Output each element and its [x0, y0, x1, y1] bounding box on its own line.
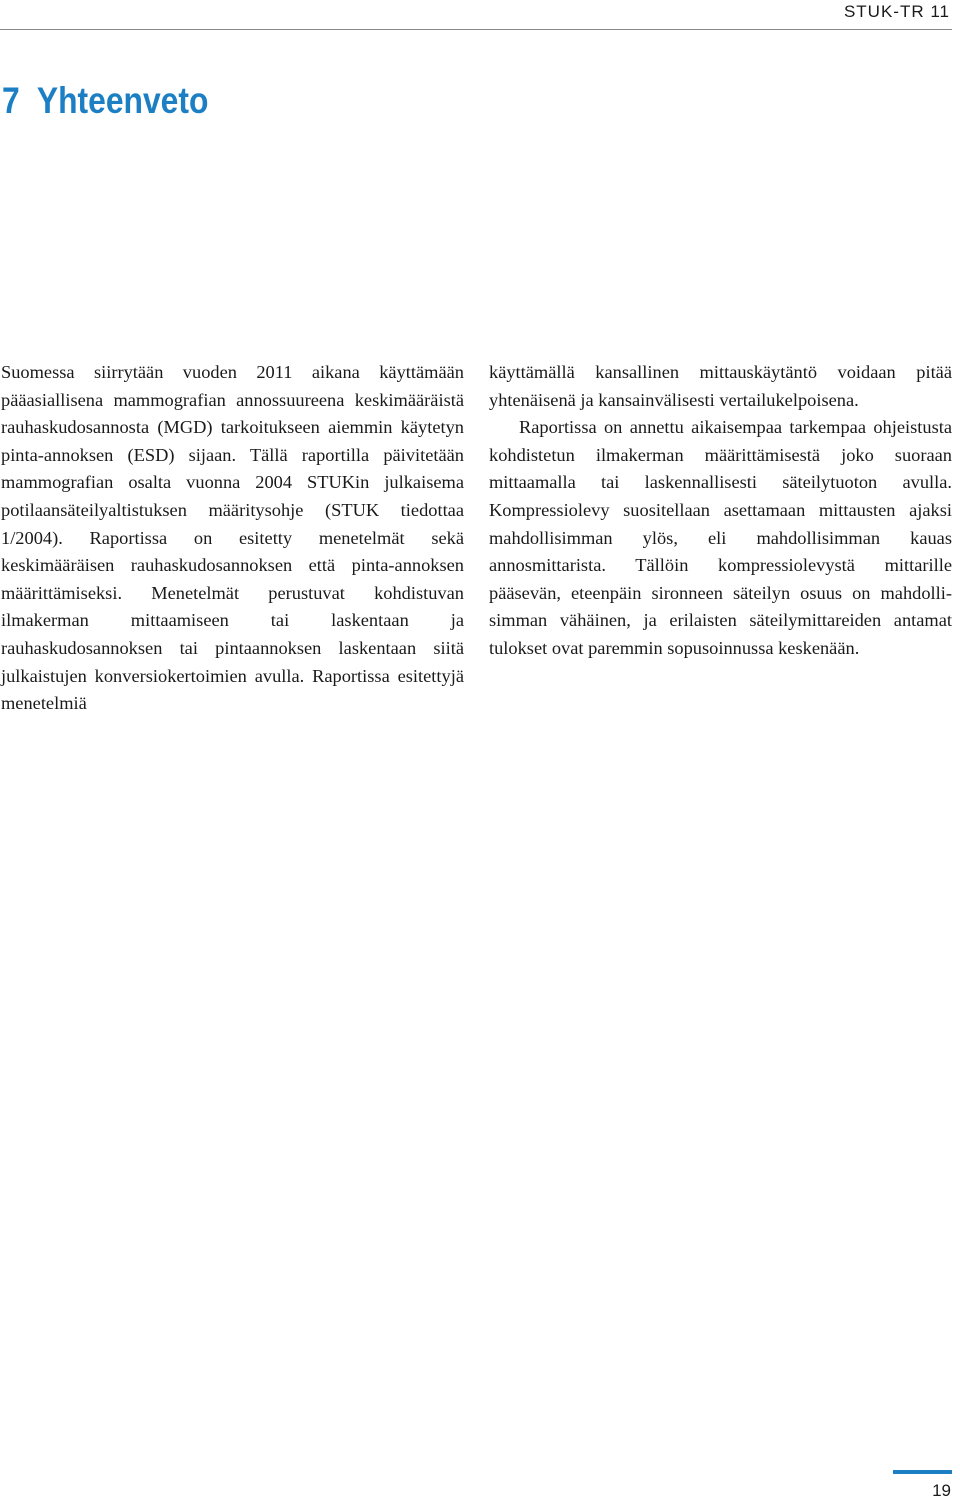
chapter-heading: [2, 80, 208, 122]
header-rule: [0, 29, 952, 30]
paragraph-summary-1: Suomessa siirrytään vuoden 2011 aikana käyttämään pääasiallisena mammografian annossuureena keskimääräistä rauhaskudosannosta (MGD) tarkoitukseen aiemmin käytetyn pinta-annoksen (ESD) sijaan. Tällä raportilla päivitetään mammografian osalta vuonna 2004 STUKin julkaisema potilaansäteilyaltistuksen määritysohje (STUK tiedottaa 1/2004). Raportissa on esitetty menetelmät sekä keskimääräisen rauhaskudosannoksen että pinta-annoksen määrittämiseksi. Menetelmät perustuvat kohdistuvan ilmakerman mittaamiseen tai laskentaan ja rauhaskudosannoksen tai pintaannoksen laskentaan siitä julkaistujen konversiokertoimien avulla. Raportissa esitettyjä menetelmiä: [1, 362, 464, 714]
running-header: STUK-TR 11: [843, 2, 950, 21]
body-column-left: [1, 359, 464, 718]
chapter-title: Yhteenveto: [36, 80, 209, 121]
page-number: 19: [932, 1481, 951, 1500]
body-column-right: [489, 359, 952, 663]
chapter-number: 7: [2, 80, 20, 121]
footer-accent-bar: [893, 1470, 952, 1474]
paragraph-summary-1-continued: käyttämällä kansallinen mittauskäytäntö voidaan pitää yhtenäisenä ja kansainvälisesti vertailukelpoisena.: [489, 362, 952, 410]
paragraph-summary-2: Raportissa on annettu aikaisempaa tarkempaa ohjeistusta kohdistetun ilmakerman määrittämisestä joko suoraan mittaamalla tai laskennallisesti säteilytuoton avulla. Kompressiolevy suositellaan asettamaan mittausten ajaksi mahdollisimman ylös, eli mahdollisimman kauas annosmittarista. Tällöin kompressiolevystä mittarille pääsevän, eteenpäin sironneen säteilyn osuus on mahdollisimman vähäinen, ja erilaisten säteilymittareiden antamat tulokset ovat paremmin sopusoinnussa keskenään.: [489, 417, 952, 658]
